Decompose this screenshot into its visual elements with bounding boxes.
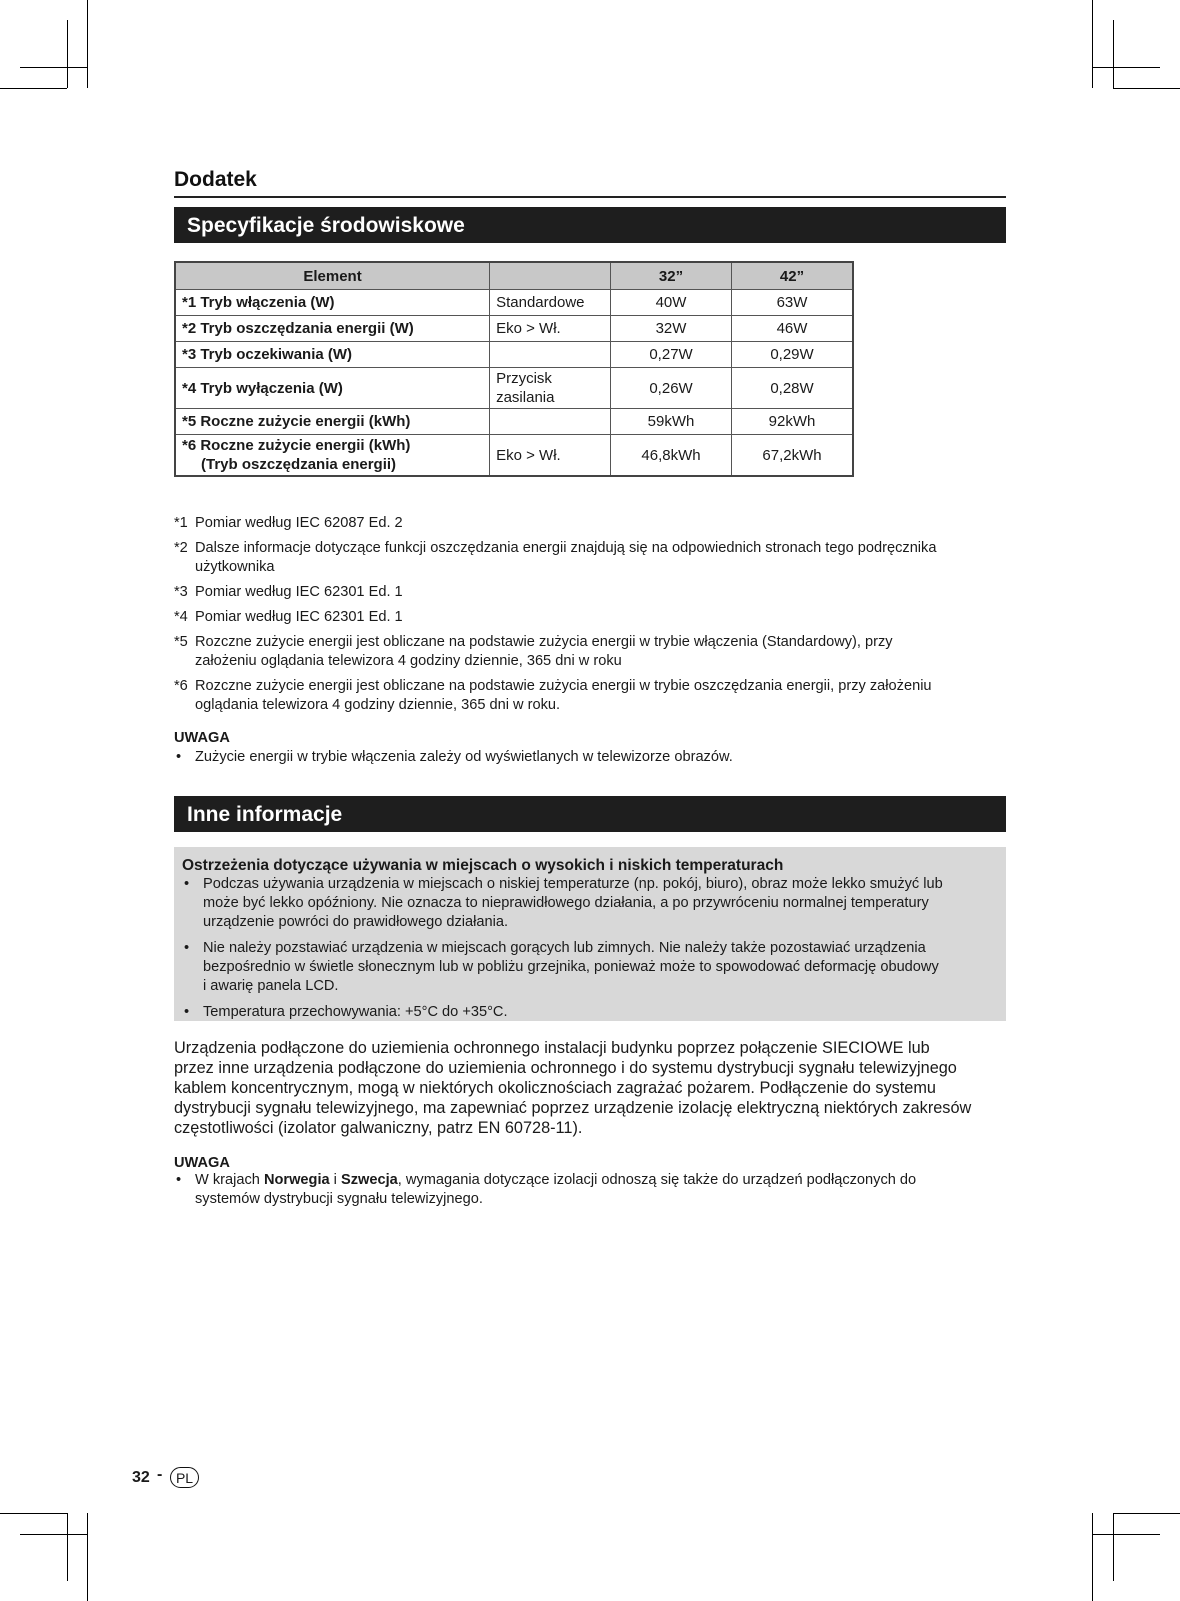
table-cell: 59kWh: [611, 409, 732, 435]
footnote: [174, 608, 1004, 627]
warning-title: Ostrzeżenia dotyczące używania w miejscach o wysokich i niskich temperaturach: [182, 857, 784, 874]
warning-line: bezpośrednio w świetle słonecznym lub w pobliżu grzejnika, ponieważ może to spowodować deformację obudowy: [203, 959, 939, 975]
footnote: [174, 633, 1004, 671]
footnote-mark: *1: [174, 515, 188, 531]
language-badge: PL: [170, 1467, 199, 1488]
cell-line: (Tryb oszczędzania energii): [201, 456, 397, 473]
table-cell: 63W: [732, 290, 853, 316]
note-line: systemów dystrybucji sygnału telewizyjnego.: [195, 1191, 483, 1207]
table-cell: 0,27W: [611, 342, 732, 368]
note-text-part: i: [329, 1172, 341, 1188]
bullet-marker: •: [184, 940, 190, 956]
crop-mark: [1092, 67, 1160, 68]
paragraph-line: częstotliwości (izolator galwaniczny, patrz EN 60728-11).: [174, 1119, 583, 1137]
footnote-line: Dalsze informacje dotyczące funkcji oszczędzania energii znajdują się na odpowiednich stronach tego podręcznika: [195, 540, 937, 556]
footnote: [174, 583, 1004, 602]
isolation-note: [174, 1155, 1006, 1209]
footnote: [174, 514, 1004, 533]
crop-mark: [87, 1513, 88, 1601]
table-row: [176, 290, 853, 316]
table-cell: [490, 368, 611, 409]
warning-text: [203, 875, 943, 932]
warning-line: może być lekko opóźniony. Nie oznacza to nieprawidłowego działania, a po przywróceniu normalnej temperatury: [203, 895, 929, 911]
cell-line: Przycisk: [496, 370, 552, 387]
crop-mark: [67, 1513, 68, 1581]
footnote-text: [195, 539, 1004, 577]
paragraph-line: kablem koncentrycznym, mogą w niektórych okolicznościach zagrażać pożarem. Podłączenie do systemu: [174, 1079, 936, 1097]
table-cell: 67,2kWh: [732, 435, 853, 476]
note-text-part: , wymagania dotyczące izolacji odnoszą się także do urządzeń podłączonych do: [397, 1172, 917, 1188]
table-cell: [490, 342, 611, 368]
footnote-line: oglądania telewizora 4 godziny dziennie, 365 dni w roku.: [195, 697, 561, 713]
temperature-warning-box: [174, 847, 1006, 1021]
footnote-mark: *6: [174, 678, 188, 694]
paragraph-line: Urządzenia podłączone do uziemienia ochronnego instalacji budynku poprzez połączenie SIECIOWE lub: [174, 1039, 930, 1057]
table-cell: *1 Tryb włączenia (W): [176, 290, 490, 316]
page-number-separator: -: [157, 1466, 163, 1483]
footnote: [174, 539, 1004, 577]
country-sweden: Szwecja: [340, 1172, 398, 1188]
crop-mark: [1113, 1513, 1114, 1581]
cell-line: zasilania: [496, 389, 555, 406]
table-cell: 0,28W: [732, 368, 853, 409]
crop-mark: [20, 1534, 88, 1535]
table-cell: Standardowe: [490, 290, 611, 316]
warning-line: Nie należy pozstawiać urządzenia w miejscach gorących lub zimnych. Nie należy także pozostawiać urządzenia: [203, 940, 926, 956]
warning-line: urządzenie powróci do prawidłowego działania.: [203, 914, 509, 930]
crop-mark: [1092, 1513, 1093, 1601]
table-cell: *4 Tryb wyłączenia (W): [176, 368, 490, 409]
bullet-marker: •: [176, 1172, 182, 1188]
note-heading: UWAGA: [174, 1155, 230, 1171]
table-cell: [490, 409, 611, 435]
other-heading: Inne informacje: [174, 796, 1006, 832]
paragraph-line: przez inne urządzenia podłączone do uziemienia ochronnego i do systemu dystrybucji sygnału telewizyjnego: [174, 1059, 957, 1077]
column-header: Element: [176, 263, 490, 290]
cell-line: *6 Roczne zużycie energii (kWh): [182, 437, 411, 454]
section-divider: [174, 196, 1006, 198]
warning-line: Podczas używania urządzenia w miejscach o niskiej temperaturze (np. pokój, biuro), obraz może lekko smużyć lub: [203, 876, 943, 892]
bullet-marker: •: [184, 1004, 190, 1020]
note-heading: UWAGA: [174, 730, 230, 746]
note-bullet: [174, 748, 1004, 767]
section-label: Dodatek: [174, 168, 257, 191]
footnote-text: Pomiar według IEC 62301 Ed. 1: [195, 609, 403, 625]
table-cell: 32W: [611, 316, 732, 342]
note-text: Zużycie energii w trybie włączenia zależy od wyświetlanych w telewizorze obrazów.: [195, 749, 733, 765]
note-text-part: W krajach: [195, 1172, 264, 1188]
table-row: [176, 342, 853, 368]
footnote-line: Rozczne zużycie energii jest obliczane na podstawie zużycia energii w trybie oszczędzania energii, przy założeniu: [195, 678, 932, 694]
grounding-paragraph: [174, 1038, 1006, 1138]
table-cell: 40W: [611, 290, 732, 316]
table-cell: *3 Tryb oczekiwania (W): [176, 342, 490, 368]
table-cell: 46,8kWh: [611, 435, 732, 476]
table-row: [176, 368, 853, 409]
crop-mark: [1092, 0, 1093, 88]
warning-line: i awarię panela LCD.: [203, 978, 339, 994]
crop-mark: [1113, 1513, 1180, 1514]
footnote-line: założeniu oglądania telewizora 4 godziny dziennie, 365 dni w roku: [195, 653, 622, 669]
warning-bullet: [182, 875, 998, 932]
bullet-marker: •: [176, 749, 182, 765]
table-cell: 92kWh: [732, 409, 853, 435]
page-number: 32: [132, 1469, 150, 1486]
crop-mark: [1113, 20, 1114, 88]
footnote-mark: *4: [174, 609, 188, 625]
note-bullet: [174, 1171, 1006, 1209]
table-row: [176, 435, 853, 476]
footnote-text: [195, 633, 1004, 671]
crop-mark: [87, 0, 88, 88]
footnote: [174, 677, 1004, 715]
crop-mark: [1092, 1534, 1160, 1535]
paragraph-line: dystrybucji sygnału telewizyjnego, ma zapewniać poprzez urządzenie izolację elektryczną niektórych zakresów: [174, 1099, 972, 1117]
crop-mark: [1113, 88, 1180, 89]
footnote-text: Pomiar według IEC 62301 Ed. 1: [195, 584, 403, 600]
table-row: [176, 316, 853, 342]
table-cell: 0,29W: [732, 342, 853, 368]
footnote-line: Rozczne zużycie energii jest obliczane na podstawie zużycia energii w trybie włączenia (Standardowy), przy: [195, 634, 893, 650]
footnote-mark: *5: [174, 634, 188, 650]
bullet-marker: •: [184, 876, 190, 892]
table-cell: [176, 435, 490, 476]
footnotes: [174, 514, 1004, 767]
warning-bullet: [182, 939, 998, 996]
column-header: 42”: [732, 263, 853, 290]
table-cell: 0,26W: [611, 368, 732, 409]
footnote-text: Pomiar według IEC 62087 Ed. 2: [195, 515, 403, 531]
footnote-mark: *3: [174, 584, 188, 600]
footnote-line: użytkownika: [195, 559, 275, 575]
column-header: 32”: [611, 263, 732, 290]
crop-mark: [20, 67, 88, 68]
environment-heading: Specyfikacje środowiskowe: [174, 207, 1006, 243]
table-cell: 46W: [732, 316, 853, 342]
country-norway: Norwegia: [263, 1172, 330, 1188]
table-cell: *2 Tryb oszczędzania energii (W): [176, 316, 490, 342]
table-cell: *5 Roczne zużycie energii (kWh): [176, 409, 490, 435]
table-cell: Eko > Wł.: [490, 316, 611, 342]
footnote-text: [195, 677, 1004, 715]
table-row: [176, 409, 853, 435]
table-header-row: [176, 263, 853, 290]
crop-mark: [0, 1513, 67, 1514]
spec-table: [175, 262, 853, 476]
warning-text: Temperatura przechowywania: +5°C do +35°C.: [203, 1004, 508, 1020]
crop-mark: [67, 20, 68, 88]
table-cell: Eko > Wł.: [490, 435, 611, 476]
warning-text: [203, 939, 939, 996]
warning-bullet: [182, 1003, 998, 1022]
note-text: [195, 1171, 916, 1209]
footnote-mark: *2: [174, 540, 188, 556]
column-header: [490, 263, 611, 290]
crop-mark: [0, 88, 67, 89]
